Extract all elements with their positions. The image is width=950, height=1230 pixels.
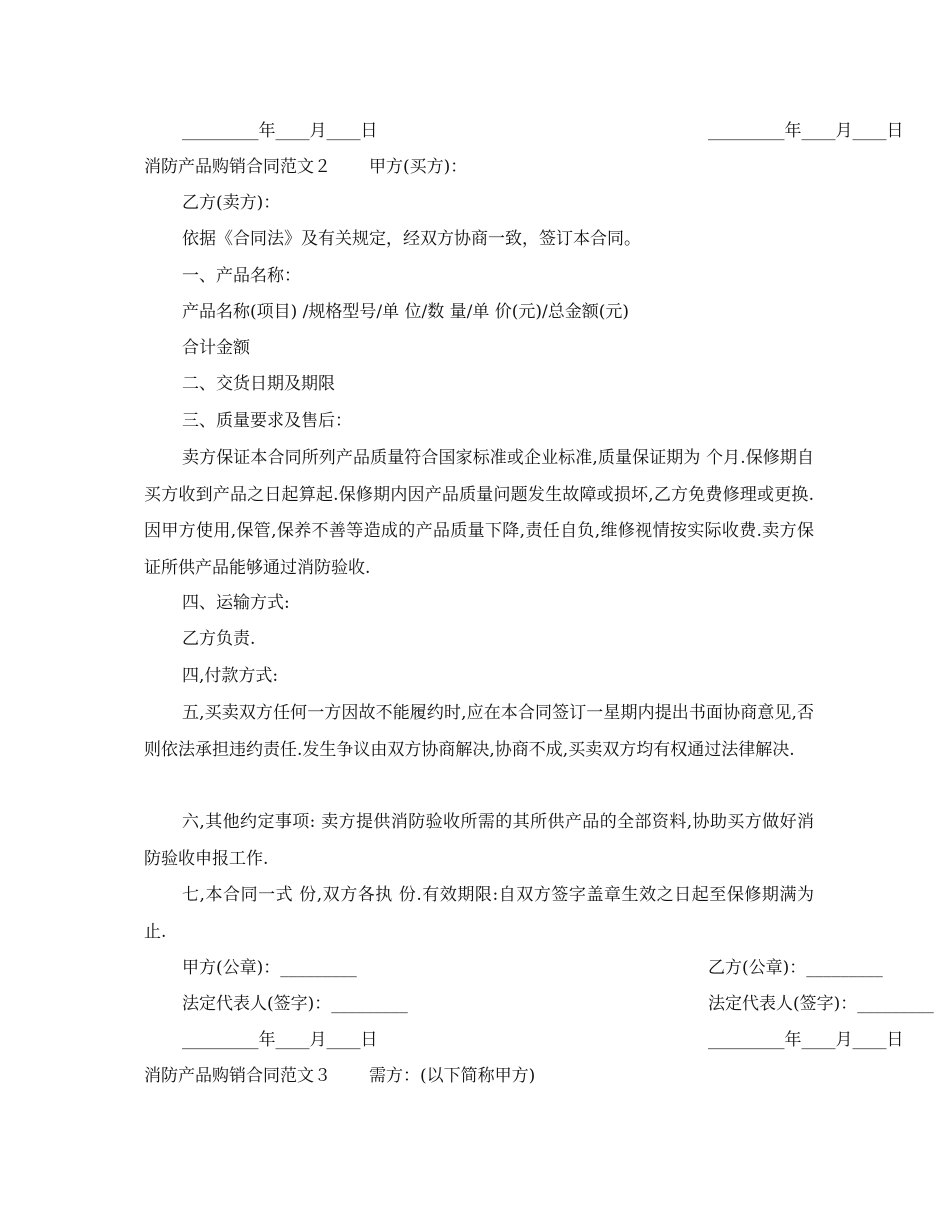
section2-heading-3: 三、质量要求及售后： [182,411,352,431]
payment-heading: 四,付款方式: [182,666,279,686]
section2-heading-2: 二、交货日期及期限 [182,374,335,394]
section3-party-a: 需方：(以下简称甲方) [369,1066,536,1086]
quality-paragraph: 卖方保证本合同所列产品质量符合国家标准或企业标准,质量保证期为 个月.保修期自买方收到产品之日起算起.保修期内因产品质量问题发生故障或损坏,乙方免费修理或更换.因甲方使用,保管,保养不善等造成的产品质量下降,责任自负,维修视情按实际收费.卖方保证所供产品能够通过消防验收. [144,448,814,578]
section3-title: 消防产品购销合同范文３ [144,1066,331,1086]
total-amount-label: 合计金额 [182,338,250,358]
date-left: _________年____月____日 [182,121,378,141]
section2-intro: 依据《合同法》及有关规定，经双方协商一致，签订本合同。 [182,229,641,249]
date-left-bottom: _________年____月____日 [182,1030,378,1050]
product-table-header: 产品名称(项目) /规格型号/单 位/数 量/单 价(元)/总金额(元) [182,302,630,322]
date-line-bottom [182,1022,904,1058]
seal-line [182,950,883,986]
section2-heading-line [144,149,824,185]
clause-7-paragraph: 七,本合同一式 份,双方各执 份.有效期限:自双方签字盖章生效之日起至保修期满为止. [144,885,814,942]
date-right-bottom: _________年____月____日 [708,1030,904,1050]
party-b-seal: 乙方(公章)：_________ [708,958,883,978]
party-b-representative: 法定代表人(签字)：_________ [708,994,934,1014]
clause-6-paragraph: 六,其他约定事项: 卖方提供消防验收所需的其所供产品的全部资料,协助买方做好消防验收申报工作. [144,812,814,869]
section2-party-a: 甲方(买方)： [369,157,468,177]
section2-heading-1: 一、产品名称： [182,266,301,286]
section2-title: 消防产品购销合同范文２ [144,157,331,177]
transport-text: 乙方负责. [182,629,256,649]
party-a-seal: 甲方(公章)：_________ [182,958,357,978]
date-line-top [182,113,904,149]
section2-heading-4: 四、运输方式: [182,593,290,613]
clause-5-paragraph: 五,买卖双方任何一方因故不能履约时,应在本合同签订一星期内提出书面协商意见,否则依法承担违约责任.发生争议由双方协商解决,协商不成,买卖双方均有权通过法律解决. [144,703,814,760]
date-right: _________年____月____日 [708,121,904,141]
party-a-representative: 法定代表人(签字)：_________ [182,994,408,1014]
section2-party-b: 乙方(卖方)： [182,193,281,213]
section3-heading-line [144,1058,824,1094]
representative-line [182,986,934,1022]
